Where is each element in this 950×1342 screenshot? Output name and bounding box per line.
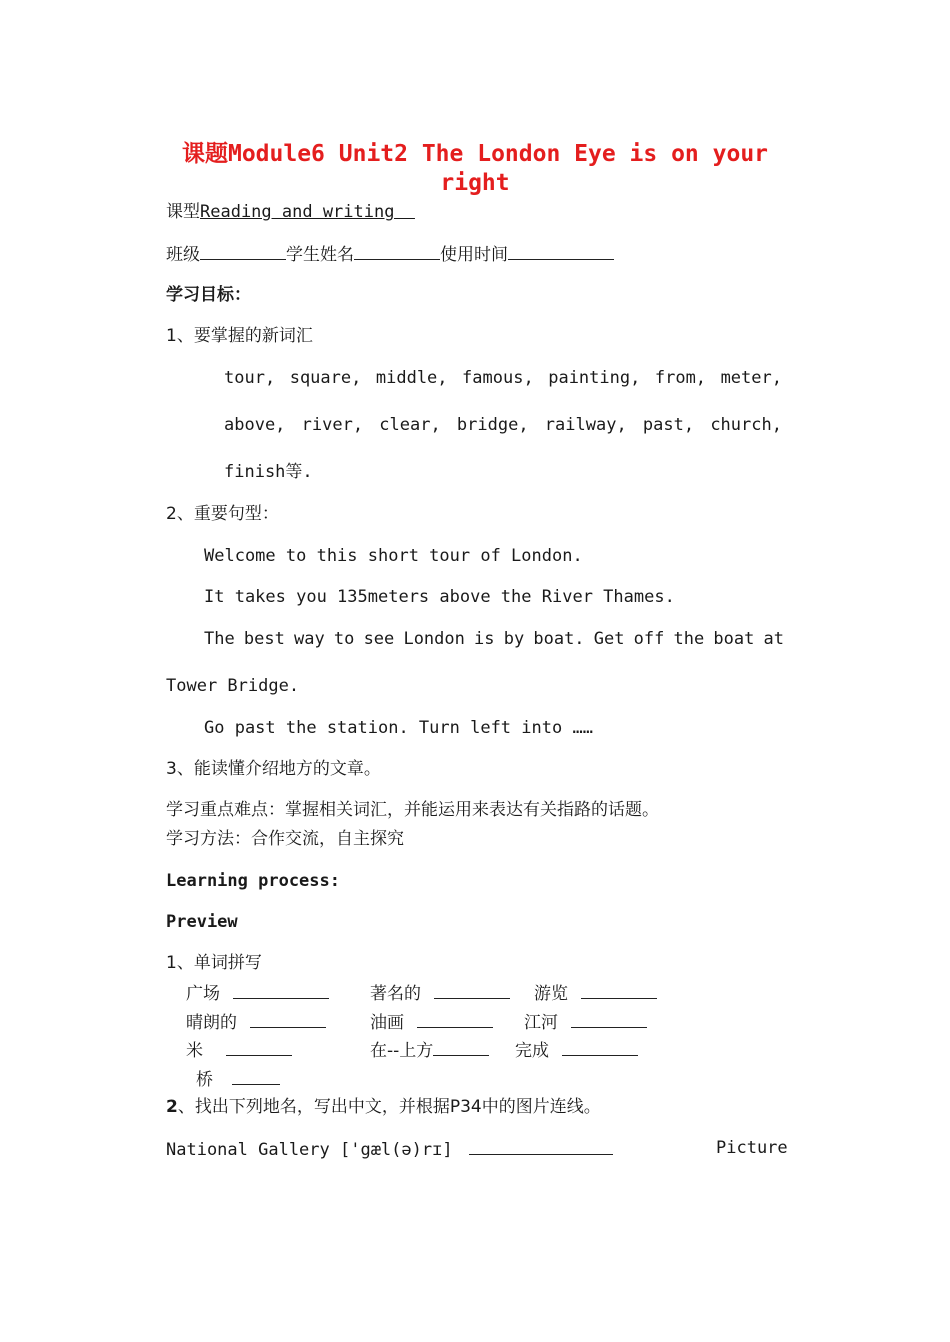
place-translation-blank[interactable] xyxy=(469,1137,613,1155)
vocab-row-1 xyxy=(224,367,782,389)
sentence-word: best xyxy=(243,629,285,649)
spelling-item xyxy=(370,1010,493,1034)
sentence-word: boat. xyxy=(533,629,585,649)
objective-1: 1、要掌握的新词汇 xyxy=(166,326,313,346)
spelling-item xyxy=(524,1010,647,1034)
vocab-word: past, xyxy=(642,415,695,435)
course-type-line xyxy=(166,201,415,223)
spelling-blank[interactable] xyxy=(562,1038,638,1056)
spelling-blank[interactable] xyxy=(226,1038,292,1056)
spelling-blank[interactable] xyxy=(250,1010,326,1028)
spelling-item xyxy=(534,981,657,1005)
spelling-prompt: 米 xyxy=(186,1041,203,1061)
spelling-item xyxy=(186,1038,292,1062)
sentence-word: to xyxy=(333,629,355,649)
vocab-word: clear, xyxy=(379,415,441,435)
spelling-blank[interactable] xyxy=(233,981,329,999)
vocab-word: railway, xyxy=(544,415,627,435)
info-line xyxy=(166,242,614,266)
title-prefix: 课题 xyxy=(181,141,228,167)
sentence-word: boat xyxy=(713,629,755,649)
course-type-value: Reading and writing xyxy=(200,202,395,222)
vocab-word: famous, xyxy=(462,368,534,388)
vocab-word: square, xyxy=(289,368,362,388)
class-blank[interactable] xyxy=(200,242,286,260)
sentence-word: Get xyxy=(593,629,625,649)
picture-label: Picture xyxy=(716,1138,788,1158)
process-heading: Learning process: xyxy=(166,871,340,891)
sentence-word: way xyxy=(294,629,325,649)
objectives-heading: 学习目标： xyxy=(166,285,251,305)
spelling-blank[interactable] xyxy=(433,1038,489,1056)
time-blank[interactable] xyxy=(508,242,614,260)
name-label: 学生姓名 xyxy=(286,245,354,265)
sentence-word: off xyxy=(633,629,665,649)
task-2-text: 、找出下列地名，写出中文，并根据P34中的图片连线。 xyxy=(177,1097,601,1117)
key-points: 学习重点难点：掌握相关词汇，并能运用来表达有关指路的话题。 xyxy=(166,800,659,820)
vocab-word: tour, xyxy=(224,368,276,388)
place-line xyxy=(166,1137,613,1161)
spelling-prompt: 在--上方 xyxy=(370,1041,434,1061)
spelling-blank[interactable] xyxy=(571,1010,647,1028)
sentence-word: is xyxy=(474,629,495,649)
spelling-prompt: 著名的 xyxy=(370,984,421,1004)
spelling-prompt: 江河 xyxy=(524,1013,558,1033)
sentence-word: London xyxy=(403,629,465,649)
spelling-blank[interactable] xyxy=(581,981,657,999)
spelling-item xyxy=(370,981,510,1005)
sentence-word: The xyxy=(204,629,235,649)
spelling-item xyxy=(196,1067,280,1091)
vocab-word: river, xyxy=(301,415,364,435)
spelling-prompt: 完成 xyxy=(515,1041,549,1061)
sentence-3-continued: Tower Bridge. xyxy=(166,676,300,696)
page-title xyxy=(180,140,770,198)
vocab-row-3: finish等. xyxy=(224,462,313,482)
sentence-word: the xyxy=(673,629,705,649)
class-label: 班级 xyxy=(166,245,200,265)
spelling-blank[interactable] xyxy=(417,1010,493,1028)
spelling-item xyxy=(186,981,329,1005)
task-2-number: 2 xyxy=(166,1097,178,1117)
preview-heading: Preview xyxy=(166,912,238,932)
spelling-prompt: 油画 xyxy=(370,1013,404,1033)
vocab-word: above, xyxy=(224,415,286,435)
spelling-item xyxy=(186,1010,326,1034)
sentence-4: Go past the station. Turn left into …… xyxy=(204,718,593,738)
preview-task-1: 1、单词拼写 xyxy=(166,953,262,973)
vocab-word: painting, xyxy=(548,368,641,388)
spelling-prompt: 游览 xyxy=(534,984,568,1004)
spelling-item xyxy=(515,1038,638,1062)
vocab-word: bridge, xyxy=(456,415,529,435)
sentence-word: see xyxy=(363,629,395,649)
place-name: National Gallery ['gæl(ə)rɪ] xyxy=(166,1140,453,1160)
spelling-item xyxy=(370,1038,489,1062)
vocab-row-2 xyxy=(224,414,782,436)
spelling-blank[interactable] xyxy=(232,1067,280,1085)
sentence-1: Welcome to this short tour of London. xyxy=(204,546,583,566)
name-blank[interactable] xyxy=(354,242,440,260)
title-text: Module6 Unit2 The London Eye is on your right xyxy=(227,141,769,196)
course-type-label: 课型 xyxy=(166,202,200,222)
vocab-word: church, xyxy=(710,415,782,435)
spelling-prompt: 桥 xyxy=(196,1070,213,1090)
vocab-word: from, xyxy=(654,368,707,388)
spelling-prompt: 广场 xyxy=(186,984,220,1004)
sentence-word: by xyxy=(503,629,525,649)
spelling-blank[interactable] xyxy=(434,981,510,999)
sentence-word: at xyxy=(763,629,784,649)
sentence-2: It takes you 135meters above the River Thames. xyxy=(204,587,675,607)
methods: 学习方法：合作交流，自主探究 xyxy=(166,829,404,849)
spelling-prompt: 晴朗的 xyxy=(186,1013,237,1033)
vocab-word: middle, xyxy=(375,368,448,388)
objective-2: 2、重要句型： xyxy=(166,504,279,524)
vocab-word: meter, xyxy=(720,368,782,388)
preview-task-2 xyxy=(166,1096,601,1118)
objective-3: 3、能读懂介绍地方的文章。 xyxy=(166,759,381,779)
sentence-3 xyxy=(204,628,784,650)
time-label: 使用时间 xyxy=(440,245,508,265)
